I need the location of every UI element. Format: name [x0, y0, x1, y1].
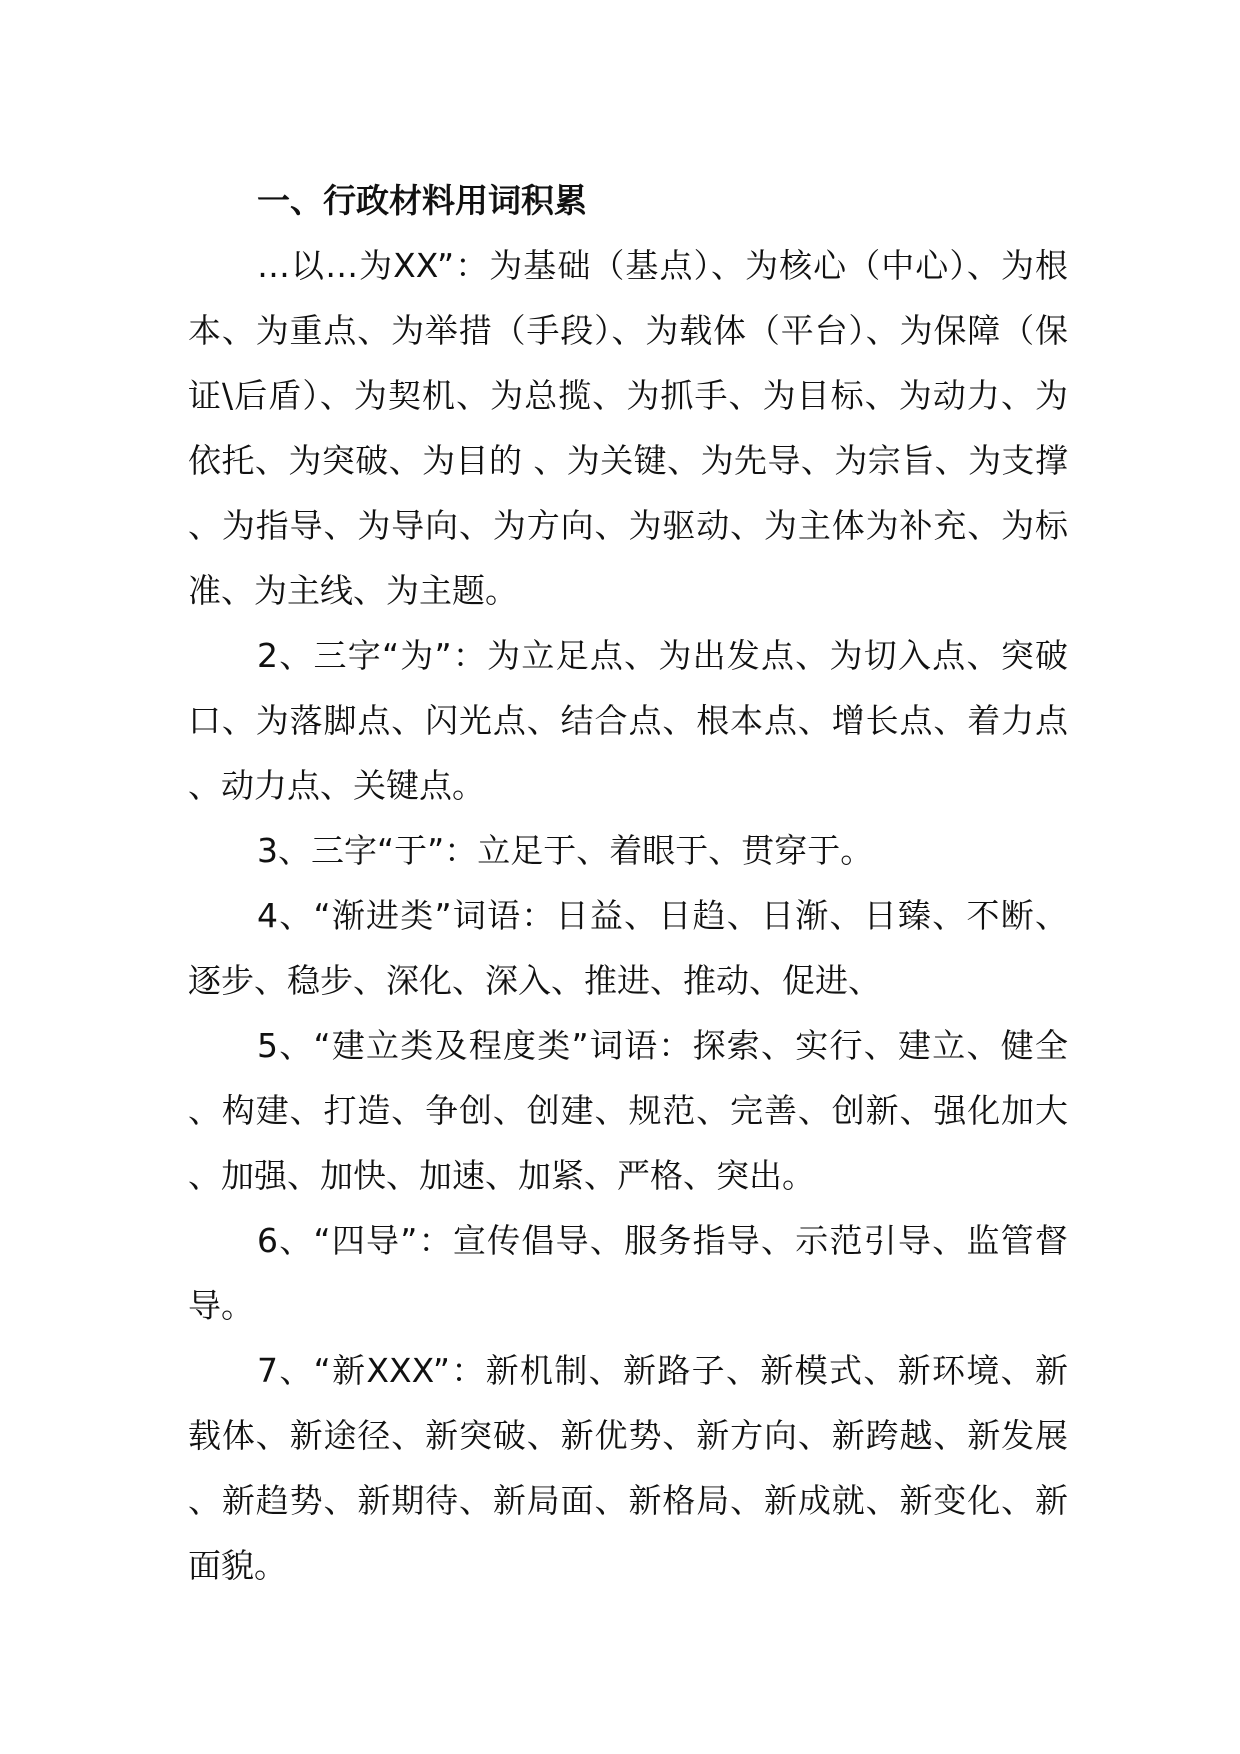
paragraph-four-guidance: 6、“四导”：宣传倡导、服务指导、示范引导、监管督导。 — [188, 1221, 1068, 1325]
paragraph-establish-degree-words: 5、“建立类及程度类”词语：探索、实行、建立、健全、构建、打造、争创、创建、规范、完善、创新、强化加大、加强、加快、加速、加紧、严格、突出。 — [188, 1026, 1068, 1195]
paragraph-progressive-words: 4、“渐进类”词语：日益、日趋、日渐、日臻、不断、逐步、稳步、深化、深入、推进、推动、促进、 — [188, 896, 1068, 1000]
paragraph-wei-xx: …以…为XX”：为基础（基点）、为核心（中心）、为根本、为重点、为举措（手段）、为载体（平台）、为保障（保证\后盾）、为契机、为总揽、为抓手、为目标、为动力、为依托、为突破、为目的 、为关键、为先导、为宗旨、为支撑、为指导、为导向、为方向、为驱动、为主体为补充、为标准、为主线、为主题。 — [188, 246, 1068, 610]
document-body — [188, 168, 1068, 1598]
paragraph-new-xxx: 7、“新XXX”：新机制、新路子、新模式、新环境、新载体、新途径、新突破、新优势、新方向、新跨越、新发展、新趋势、新期待、新局面、新格局、新成就、新变化、新面貌。 — [188, 1351, 1068, 1585]
section-heading: 一、行政材料用词积累 — [257, 181, 587, 220]
paragraph-three-char-yu: 3、三字“于”：立足于、着眼于、贯穿于。 — [257, 831, 874, 870]
paragraph-three-char-wei: 2、三字“为”：为立足点、为出发点、为切入点、突破口、为落脚点、闪光点、结合点、根本点、增长点、着力点、动力点、关键点。 — [188, 636, 1068, 805]
